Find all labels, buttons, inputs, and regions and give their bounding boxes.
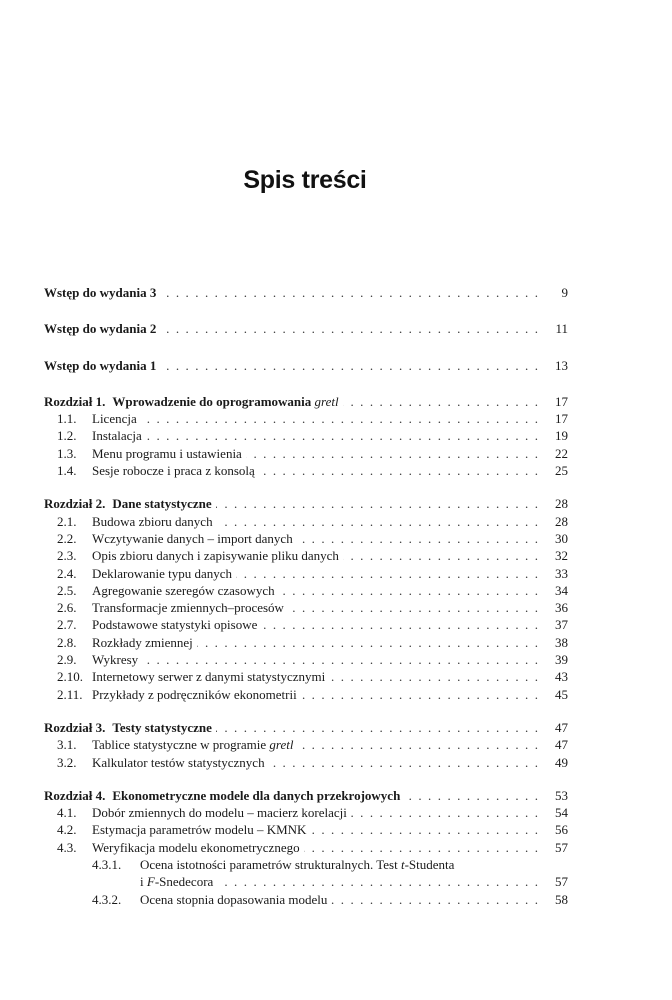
dot-leader [160, 357, 538, 374]
title-text: -Snedecora [154, 874, 214, 890]
page-number: 28 [555, 496, 568, 512]
page-number: 13 [555, 357, 568, 373]
section-number: 1.1. [57, 411, 77, 427]
chapter-group-3 [44, 719, 568, 771]
toc-entry-section[interactable] [44, 445, 568, 462]
page-number: 47 [555, 737, 568, 753]
section-number: 2.3. [57, 548, 77, 564]
toc-entry-section[interactable] [44, 427, 568, 444]
entry-title: Ocena stopnia dopasowania modelu [140, 891, 328, 907]
section-number: 2.11. [57, 686, 83, 702]
entry-title: Menu programu i ustawienia [92, 445, 242, 461]
toc-entry-section[interactable] [44, 804, 568, 821]
page-number: 36 [555, 600, 568, 616]
entry-title: Rozkłady zmiennej [92, 634, 193, 650]
chapter-title: Testy statystyczne [112, 719, 212, 735]
page-number: 56 [555, 822, 568, 838]
toc-entry-section[interactable] [44, 582, 568, 599]
dot-leader [304, 839, 538, 856]
dot-leader [269, 754, 538, 771]
page-number: 57 [555, 874, 568, 890]
page-number: 32 [555, 548, 568, 564]
dot-leader [343, 547, 538, 564]
section-number: 4.3. [57, 839, 77, 855]
toc-entry-section[interactable] [44, 530, 568, 547]
toc-entry-section[interactable] [44, 616, 568, 633]
toc-entry-section[interactable] [44, 736, 568, 753]
toc-entry-subsection[interactable] [44, 856, 568, 873]
subsection-number: 4.3.1. [92, 857, 122, 873]
toc-entry-section[interactable] [44, 634, 568, 651]
dot-leader [259, 462, 538, 479]
section-number: 2.8. [57, 634, 77, 650]
dot-leader [146, 427, 538, 444]
toc-entry-section[interactable] [44, 565, 568, 582]
page-number: 19 [555, 428, 568, 444]
toc-entry-subsection-continuation[interactable] [44, 873, 568, 890]
dot-leader [236, 565, 538, 582]
dot-leader [160, 284, 538, 301]
toc-entry-section[interactable] [44, 754, 568, 771]
page-number: 30 [555, 530, 568, 546]
page-number: 22 [555, 445, 568, 461]
page-number: 57 [555, 839, 568, 855]
entry-title: Wczytywanie danych – import danych [92, 530, 293, 546]
dot-leader [279, 582, 538, 599]
entry-title-line1 [140, 856, 454, 873]
title-text: -Studenta [404, 857, 455, 873]
section-number: 4.1. [57, 805, 77, 821]
chapter-group-2 [44, 495, 568, 703]
toc-entry-section[interactable] [44, 839, 568, 856]
entry-title: Internetowy serwer z danymi statystycznymi [92, 669, 326, 685]
entry-title: Sesje robocze i praca z konsolą [92, 463, 255, 479]
entry-title: Weryfikacja modelu ekonometrycznego [92, 839, 300, 855]
toc-entry-intro-1[interactable] [44, 357, 568, 374]
toc-entry-section[interactable] [44, 410, 568, 427]
title-italic-t: t [400, 857, 405, 873]
dot-leader [216, 719, 538, 736]
entry-title: Wstęp do wydania 2 [44, 321, 157, 337]
toc-entry-section[interactable] [44, 462, 568, 479]
page-number: 37 [555, 617, 568, 633]
section-number: 2.6. [57, 600, 77, 616]
chapter-group-1 [44, 393, 568, 479]
entry-title: Wstęp do wydania 1 [44, 357, 157, 373]
toc-entry-intro-2[interactable] [44, 320, 568, 337]
table-of-contents [44, 284, 568, 924]
page-number: 38 [555, 634, 568, 650]
entry-title: Wstęp do wydania 3 [44, 285, 157, 300]
entry-title: Transformacje zmiennych–procesów [92, 600, 284, 616]
section-number: 2.4. [57, 565, 77, 581]
page-number: 53 [555, 787, 568, 803]
dot-leader [216, 495, 538, 512]
dot-leader [343, 393, 538, 410]
entry-title: Przykłady z podręczników ekonometrii [92, 686, 297, 702]
page-number: 33 [555, 565, 568, 581]
entry-title: Estymacja parametrów modelu – KMNK [92, 822, 307, 838]
section-number: 2.2. [57, 530, 77, 546]
page-number: 54 [555, 805, 568, 821]
toc-entry-section[interactable] [44, 547, 568, 564]
title-italic-f: F [146, 874, 155, 890]
section-number: 1.2. [57, 428, 77, 444]
page-number: 28 [555, 513, 568, 529]
dot-leader [288, 599, 538, 616]
entry-title: Instalacja [92, 428, 142, 444]
chapter-label: Rozdział 3. [44, 719, 106, 735]
chapter-label: Rozdział 1. [44, 393, 106, 409]
dot-leader [298, 736, 539, 753]
dot-leader [329, 668, 538, 685]
dot-leader [197, 634, 538, 651]
dot-leader [246, 445, 538, 462]
entry-title [44, 719, 212, 736]
entry-title: Dobór zmiennych do modelu – macierz korelacji [92, 805, 347, 821]
entry-title [44, 495, 212, 512]
toc-entry-section[interactable] [44, 821, 568, 838]
section-number: 2.7. [57, 617, 77, 633]
page-number: 49 [555, 754, 568, 770]
entry-title: Budowa zbioru danych [92, 513, 213, 529]
page-number: 17 [555, 393, 568, 409]
dot-leader [160, 320, 538, 337]
toc-entry-intro-3[interactable] [44, 284, 568, 301]
chapter-group-4 [44, 787, 568, 908]
page-number: 45 [555, 686, 568, 702]
page-number: 43 [555, 669, 568, 685]
entry-title: Agregowanie szeregów czasowych [92, 582, 275, 598]
entry-title [44, 393, 339, 410]
entry-title [44, 787, 400, 804]
section-number: 2.9. [57, 652, 77, 668]
chapter-title-italic: gretl [314, 393, 339, 409]
section-number: 1.3. [57, 445, 77, 461]
toc-entry-section[interactable] [44, 651, 568, 668]
section-number: 2.1. [57, 513, 77, 529]
section-number: 2.10. [57, 669, 83, 685]
page-number: 17 [555, 411, 568, 427]
entry-title: Opis zbioru danych i zapisywanie pliku danych [92, 548, 339, 564]
entry-title: Kalkulator testów statystycznych [92, 754, 265, 770]
toc-entry-chapter-1[interactable] [44, 393, 568, 410]
page-title: Spis treści [243, 166, 367, 194]
section-number: 4.2. [57, 822, 77, 838]
chapter-title: Dane statystyczne [112, 496, 212, 512]
dot-leader [261, 616, 538, 633]
dot-leader [217, 873, 538, 890]
page-number: 9 [561, 285, 568, 300]
dot-leader [217, 513, 538, 530]
page-number: 34 [555, 582, 568, 598]
dot-leader [142, 651, 538, 668]
toc-entry-section[interactable] [44, 686, 568, 703]
section-number: 2.5. [57, 582, 77, 598]
dot-leader [351, 804, 538, 821]
entry-title: Podstawowe statystyki opisowe [92, 617, 258, 633]
page-number: 58 [555, 891, 568, 907]
dot-leader [310, 821, 538, 838]
section-number: 3.2. [57, 754, 77, 770]
toc-entry-chapter-3[interactable] [44, 719, 568, 736]
dot-leader [331, 891, 538, 908]
page-number: 11 [555, 321, 568, 337]
toc-entry-section[interactable] [44, 599, 568, 616]
page-number: 25 [555, 463, 568, 479]
dot-leader [301, 686, 538, 703]
dot-leader [404, 787, 538, 804]
title-text: i [140, 874, 147, 890]
entry-title-italic: gretl [269, 737, 294, 753]
entry-title-line2 [140, 873, 213, 890]
dot-leader [297, 530, 538, 547]
chapter-label: Rozdział 4. [44, 787, 106, 803]
toc-entry-section[interactable] [44, 513, 568, 530]
toc-entry-subsection[interactable] [44, 891, 568, 908]
entry-title [92, 736, 294, 753]
dot-leader [141, 410, 538, 427]
page-number: 47 [555, 719, 568, 735]
toc-entry-chapter-4[interactable] [44, 787, 568, 804]
title-text: Ocena istotności parametrów strukturalnych. Test [140, 857, 401, 873]
page-number: 39 [555, 652, 568, 668]
section-number: 3.1. [57, 737, 77, 753]
entry-title: Licencja [92, 411, 137, 427]
chapter-title: Wprowadzenie do oprogramowania [112, 393, 312, 409]
chapter-label: Rozdział 2. [44, 496, 106, 512]
toc-entry-section[interactable] [44, 668, 568, 685]
toc-entry-chapter-2[interactable] [44, 495, 568, 512]
entry-title-text: Tablice statystyczne w programie [92, 737, 267, 753]
chapter-title: Ekonometryczne modele dla danych przekrojowych [112, 787, 401, 803]
entry-title: Wykresy [92, 652, 139, 668]
section-number: 1.4. [57, 463, 77, 479]
entry-title: Deklarowanie typu danych [92, 565, 233, 581]
subsection-number: 4.3.2. [92, 891, 122, 907]
